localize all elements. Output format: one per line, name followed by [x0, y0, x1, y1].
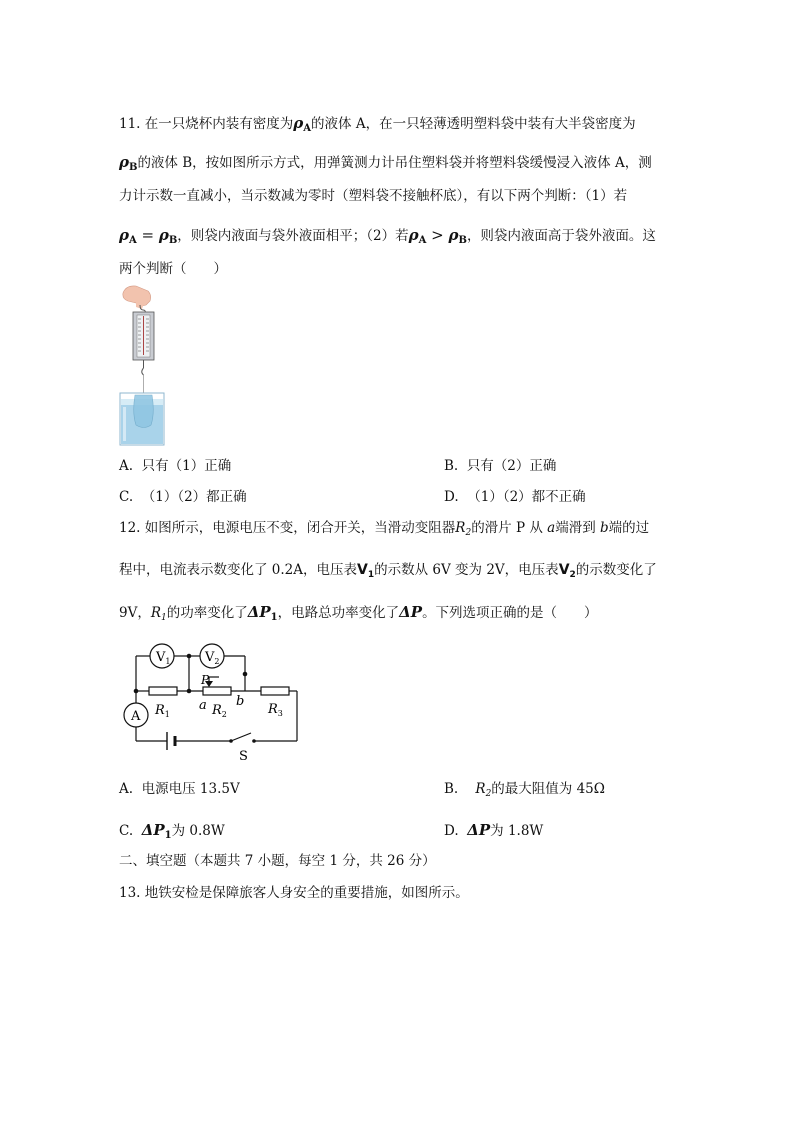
q11-line-1: 11. 在一只烧杯内装有密度为$\rho_A$的液体 A，在一只轻薄透明塑料袋中装有大半袋密度为 [119, 114, 636, 134]
q11-line-4: $\rho_A = \rho_B$，则袋内液面与袋外液面相平；（2）若$\rho_A > \rho_B$，则袋内液面高于袋外液面。这 [119, 226, 656, 246]
delta-p-symbol: ΔP [399, 603, 423, 621]
slider-p-label: P [201, 673, 210, 687]
delta-p1-symbol: $\Delta P_1$ [247, 603, 278, 623]
r2-label: $R_2$ [212, 703, 227, 719]
q12-option-a[interactable]: A. 电源电压 13.5V [119, 781, 240, 797]
switch-label: S [239, 749, 248, 764]
q11-line-2: $\rho_B$的液体 B，按如图所示方式，用弹簧测力计吊住塑料袋并将塑料袋缓慢浸入液体 A，测 [119, 153, 652, 173]
r1-symbol: $R_1$ [150, 605, 167, 623]
q12-option-b[interactable]: B. $R_2$的最大阻值为 45Ω [444, 781, 605, 799]
q12-option-d[interactable]: D. ΔP为 1.8W [444, 821, 544, 839]
a-end-label: a [199, 698, 207, 713]
rho-a-symbol: $\rho_A$ [293, 114, 312, 134]
spring-scale-figure [118, 283, 168, 449]
q12-option-c[interactable]: C. $\Delta P_1$为 0.8W [119, 821, 225, 841]
v2-symbol: $V_2$ [558, 562, 576, 580]
ammeter-label: A [131, 709, 141, 724]
q12-line-3: 9V，$R_1$的功率变化了$\Delta P_1$，电路总功率变化了ΔP。下列选项正确的是（ ） [119, 603, 598, 623]
q13-line-1: 13. 地铁安检是保障旅客人身安全的重要措施，如图所示。 [119, 885, 469, 901]
v1-meter-label: $V_1$ [156, 650, 171, 666]
rho-a-greater-rho-b: $\rho_A > \rho_B$ [408, 226, 467, 246]
q11-option-a[interactable]: A. 只有（1）正确 [119, 458, 232, 474]
rho-a-equals-rho-b: $\rho_A = \rho_B$ [119, 226, 178, 246]
b-end-label: b [236, 694, 245, 709]
v2-meter-label: $V_2$ [205, 650, 220, 666]
q11-option-b[interactable]: B. 只有（2）正确 [444, 458, 557, 474]
q11-option-d[interactable]: D. （1）（2）都不正确 [444, 489, 586, 505]
r2-symbol: $R_2$ [455, 520, 472, 538]
q11-line-3: 力计示数一直减小，当示数减为零时（塑料袋不接触杯底），有以下两个判断：（1）若 [119, 188, 628, 204]
q11-number: 11. [119, 116, 141, 132]
section-2-heading: 二、填空题（本题共 7 小题，每空 1 分，共 26 分） [119, 853, 436, 869]
q11-option-c[interactable]: C. （1）（2）都正确 [119, 489, 247, 505]
rho-b-symbol: $\rho_B$ [119, 153, 138, 173]
v1-symbol: $V_1$ [357, 562, 375, 580]
q12-line-1: 12. 如图所示，电源电压不变，闭合开关，当滑动变阻器$R_2$的滑片 P 从 a端滑到 b端的过 [119, 520, 650, 538]
q12-line-2: 程中，电流表示数变化了 0.2A，电压表$V_1$的示数从 6V 变为 2V，电压表$V_2$的示数变化了 [119, 562, 657, 580]
r1-label: $R_1$ [155, 703, 170, 719]
r3-label: $R_3$ [268, 702, 283, 718]
circuit-diagram [119, 637, 304, 767]
q11-line-5: 两个判断（ ） [119, 261, 227, 277]
